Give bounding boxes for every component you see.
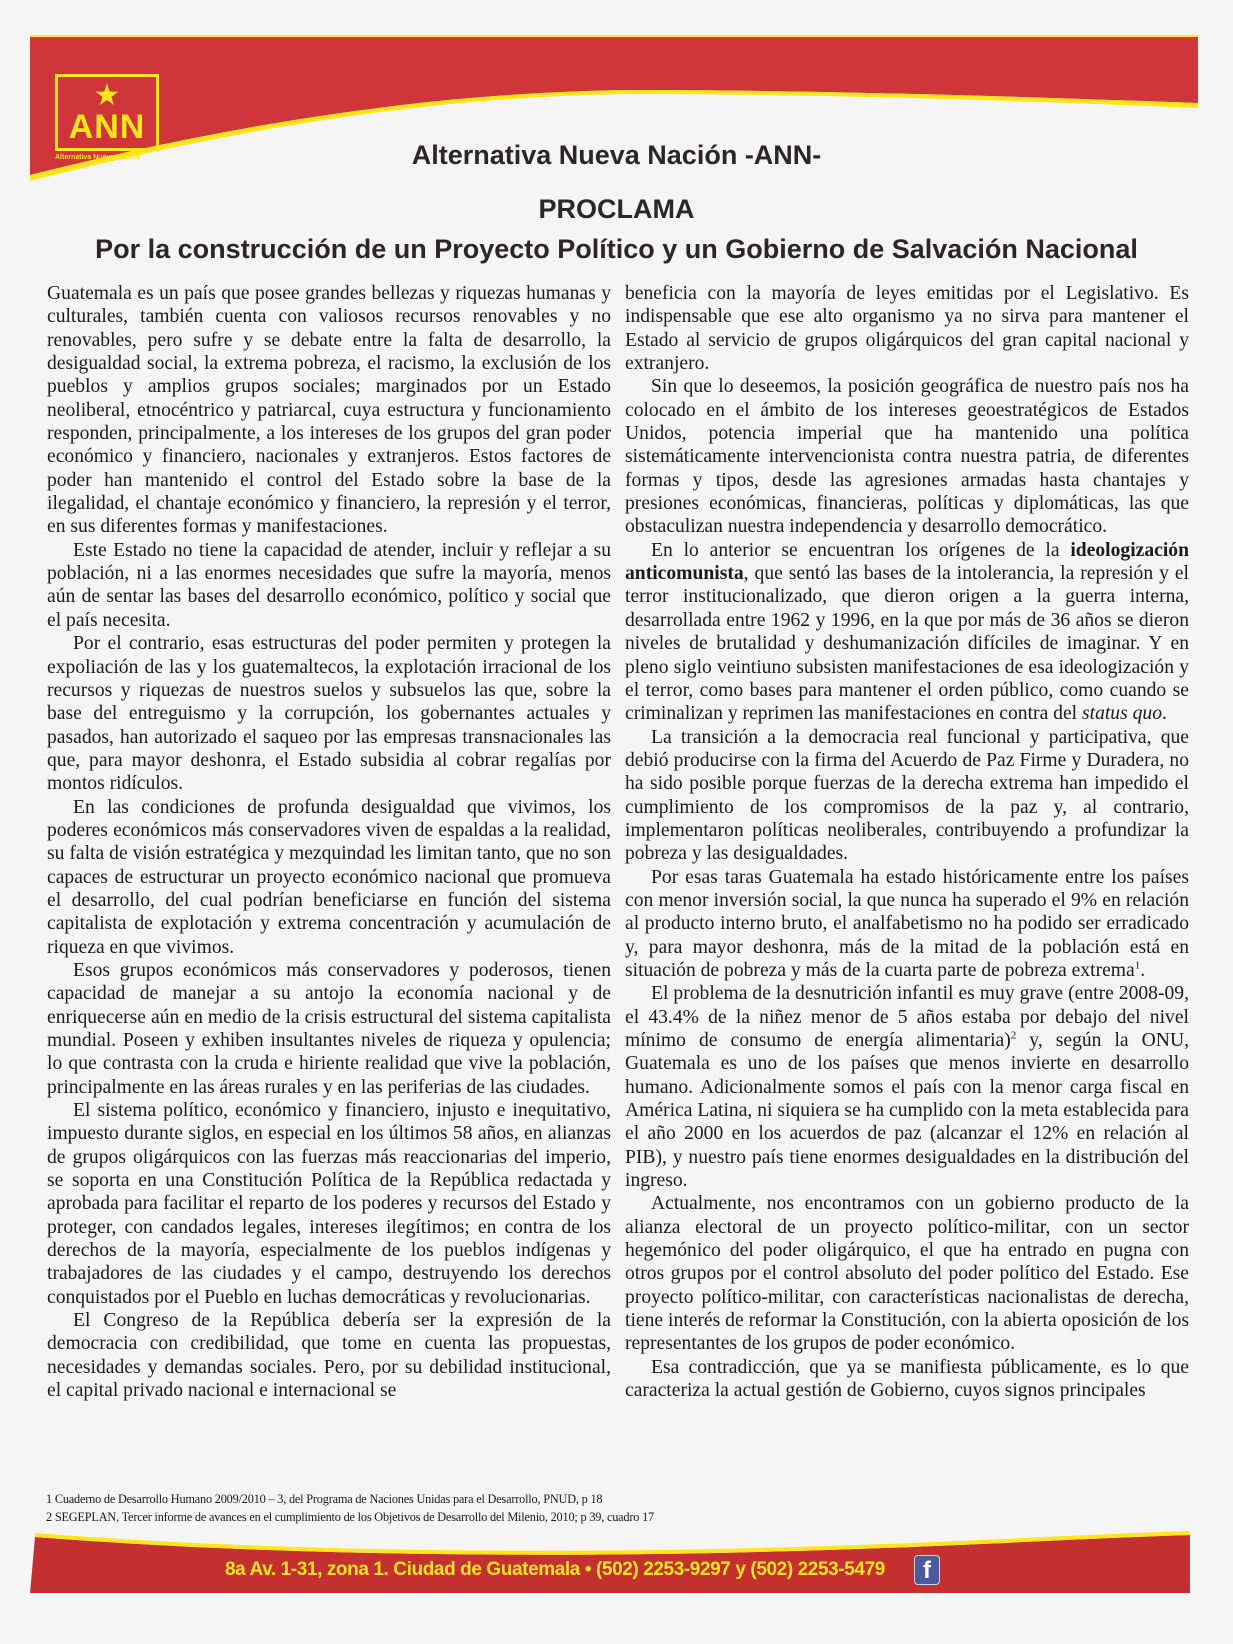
paragraph-text: Este Estado no tiene la capacidad de atender, incluir y reflejar a su población, ni a las enormes necesidades que sufre la mayoría, menos aún de sentar las bases del desarrollo económico, político y social que el país necesita. — [47, 539, 611, 631]
paragraph — [625, 539, 1189, 726]
paragraph-text: Guatemala es un país que posee grandes bellezas y riquezas humanas y culturales, también cuenta con valiosos recursos renovables y no renovables, pero sufre y se debate entre la falta de desarrollo, la desigualdad social, la extrema pobreza, el racismo, la exclusión de los pueblos y amplios grupos sociales; marginados por un Estado neoliberal, etnocéntrico y patriarcal, cuya estructura y funcionamiento responden, principalmente, a los intereses de los grupos del gran poder económico y financiero, nacionales y extranjeros. Estos factores de poder han mantenido el control del Estado sobre la base de la ilegalidad, el chantaje económico y financiero, la represión y el terror, en sus diferentes formas y manifestaciones. — [47, 283, 611, 538]
paragraph — [625, 375, 1189, 538]
logo-wordmark: ANN — [68, 108, 146, 146]
page-title: Alternativa Nueva Nación -ANN- — [411, 140, 822, 170]
document-subtitle: PROCLAMA — [538, 194, 695, 224]
paragraph — [47, 1099, 611, 1309]
paragraph — [625, 982, 1189, 1192]
paragraph-text: , que sentó las bases de la intolerancia, la represión y el terror institucionalizado, que dieron origen a la guerra interna, desarrollada entre 1962 y 1996, en la que por más de 36 años se dieron niveles de brutalidad y deshumanización difíciles de imaginar. Y en pleno siglo veintiuno subsisten manifestaciones de esa ideologización y el terror, como bases para mantener el orden público, como cuando se criminalizan y reprimen las manifestaciones en contra del — [625, 563, 1189, 725]
paragraph-text: En las condiciones de profunda desigualdad que vivimos, los poderes económicos más conservadores viven de espaldas a la realidad, su falta de visión estratégica y mezquindad les limitan tanto, que no son capaces de estructurar un proyecto económico nacional que promueva el desarrollo, del cual podrían beneficiarse en función del sistema capitalista de explotación y extrema concentración y acumulación de riqueza en que vivimos. — [47, 796, 611, 958]
paragraph-text: Sin que lo deseemos, la posición geográfica de nuestro país nos ha colocado en el ámbito de los intereses geoestratégicos de Estados Unidos, potencia imperial que ha mantenido una política sistemáticamente intervencionista contra nuestra patria, de diferentes formas y tipos, desde las agresiones armadas hasta chantajes y presiones económicas, financieras, políticas y diplomáticas, las que obstaculizan nuestra independencia y desarrollo democrático. — [625, 376, 1189, 538]
document-tagline: Por la construcción de un Proyecto Político y un Gobierno de Salvación Nacional — [95, 234, 1138, 264]
paragraph-text: El Congreso de la República debería ser la expresión de la democracia con credibilidad, que tome en cuenta las propuestas, necesidades y demandas sociales. Pero, por su debilidad institucional, el capital privado nacional e internacional se — [47, 1310, 611, 1402]
ann-logo — [32, 52, 162, 161]
paragraph — [47, 282, 611, 539]
paragraph-text: . — [1140, 959, 1146, 981]
paragraph-text: beneficia con la mayoría de leyes emitidas por el Legislativo. Es indispensable que ese alto organismo ya no sirva para mantener el Estado al servicio de grupos oligárquicos del gran capital nacional y extranjero. — [625, 283, 1189, 375]
footnote-ref: 2 — [1010, 1029, 1017, 1042]
footnote-ref: 1 — [1134, 959, 1141, 972]
paragraph-text: La transición a la democracia real funcional y participativa, que debió producirse con la firma del Acuerdo de Paz Firme y Duradera, no ha sido posible porque fuerzas de la derecha extrema han impedido el cumplimiento de los compromisos de la paz y, al contrario, implementaron políticas neoliberales, contribuyendo a profundizar la pobreza y las desigualdades. — [625, 726, 1189, 865]
paragraph-text: Esa contradicción, que ya se manifiesta públicamente, es lo que caracteriza la actual gestión de Gobierno, cuyos signos principales — [625, 1356, 1189, 1402]
paragraph — [625, 866, 1189, 983]
body-column-left — [47, 282, 611, 1403]
paragraph — [625, 1356, 1189, 1403]
star-icon: ★ — [93, 78, 121, 113]
paragraph-text: ideologización anticomunista — [625, 539, 1189, 585]
header-banner-top-edge — [30, 35, 1198, 37]
paragraph — [47, 539, 611, 632]
footer-contact-info: 8a Av. 1-31, zona 1. Ciudad de Guatemala • (502) 2253-9297 y (502) 2253-5479 — [225, 1559, 885, 1580]
paragraph — [625, 726, 1189, 866]
body-column-right — [625, 282, 1189, 1403]
paragraph-text: Esos grupos económicos más conservadores y poderosos, tienen capacidad de manejar a su antojo la economía nacional y de enriquecerse aún en medio de la crisis estructural del sistema capitalista mundial. Poseen y exhiben insultantes niveles de riqueza y opulencia; lo que contrasta con la cruda e hiriente realidad que vive la población, principalmente en las áreas rurales y en las periferias de las ciudades. — [47, 959, 611, 1098]
footnote-2: 2 SEGEPLAN, Tercer informe de avances en el cumplimiento de los Objetivos de Desarrollo del Milenio, 2010; p 39, cuadro 17 — [46, 1509, 654, 1524]
paragraph — [47, 632, 611, 795]
paragraph — [625, 282, 1189, 375]
facebook-icon[interactable]: f — [914, 1555, 940, 1585]
footnote-1: 1 Cuaderno de Desarrollo Humano 2009/2010 – 3, del Programa de Naciones Unidas para el Desarrollo, PNUD, p 18 — [46, 1492, 603, 1506]
paragraph — [625, 1192, 1189, 1355]
paragraph-text: El sistema político, económico y financiero, injusto e inequitativo, impuesto durante siglos, en especial en los últimos 58 años, en alianzas de grupos oligárquicos con las fuerzas más reaccionarias del imperio, se soporta en una Constitución Política de la República redactada y aprobada para facilitar el reparto de los poderes y recursos del Estado y proteger, con candados legales, intereses ilegítimos; en contra de los derechos de la mayoría, especialmente de los pueblos indígenas y trabajadores de las ciudades y el campo, destruyendo los derechos conquistados por el Pueblo en luchas democráticas y revolucionarias. — [47, 1100, 611, 1308]
paragraph — [47, 1309, 611, 1402]
footnotes — [46, 1491, 654, 1526]
paragraph-text: En lo anterior se encuentran los orígenes de la — [651, 539, 1071, 561]
paragraph-text: y, según la ONU, Guatemala es uno de los países que menos invierte en desarrollo humano. Adicionalmente somos el país con la menor carga fiscal en América Latina, ni siquiera se ha cumplido con la meta establecida para el año 2000 en los acuerdos de paz (alcanzar el 12% en relación al PIB), y nuestro país tiene enormes desigualdades en la distribución del ingreso. — [625, 1030, 1190, 1192]
paragraph-text: Actualmente, nos encontramos con un gobierno producto de la alianza electoral de un proyecto político-militar, con un sector hegemónico del poder oligárquico, el que ha entrado en pugna con otros grupos por el control absoluto del poder político del Estado. Ese proyecto político-militar, con características nacionalistas de derecha, tiene interés de reformar la Constitución, con la abierta oposición de los representantes de los grupos de poder económico. — [625, 1193, 1189, 1355]
paragraph-text: Por el contrario, esas estructuras del poder permiten y protegen la expoliación de las y los guatemaltecos, la explotación irracional de los recursos y riquezas de nuestros suelos y subsuelos las que, sobre la base del entreguismo y la corrupción, los gobernantes actuales y pasados, han autorizado el saqueo por las empresas transnacionales las que, para mayor deshonra, el Estado subsidia al cobrar regalías por montos ridículos. — [47, 633, 611, 795]
paragraph-text: El problema de la desnutrición infantil es muy grave (entre 2008-09, el 43.4% de la niñez menor de 5 años estaba por debajo del nivel mínimo de consumo de energía alimentaria) — [625, 983, 1189, 1051]
paragraph-text: Por esas taras Guatemala ha estado históricamente entre los países con menor inversión social, la que nunca ha superado el 9% en relación al producto interno bruto, el analfabetismo no ha podido ser erradicado y, para mayor deshonra, más de la mitad de la población está en situación de pobreza y más de la cuarta parte de pobreza extrema — [625, 866, 1189, 981]
paragraph — [47, 796, 611, 959]
logo-caption: Alternativa Nueva Nación — [55, 154, 140, 161]
paragraph-text: . — [1162, 703, 1167, 725]
paragraph — [47, 959, 611, 1099]
paragraph-text: status quo — [1082, 703, 1163, 725]
